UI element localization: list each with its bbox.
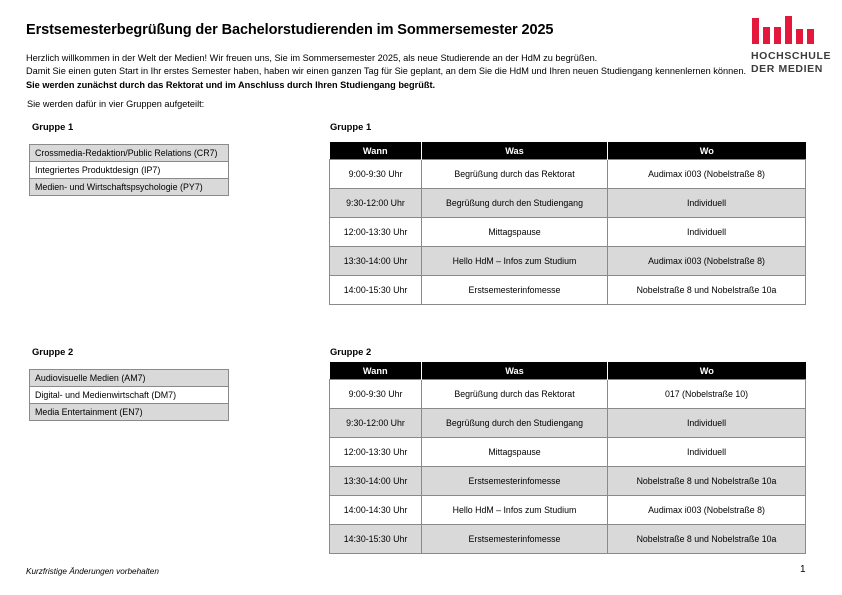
footer-disclaimer: Kurzfristige Änderungen vorbehalten <box>26 567 159 576</box>
intro-line-1: Herzlich willkommen in der Welt der Medien! Wir freuen uns, Sie im Sommersemester 2025, als neue Studierende an der HdM zu begrüßen. <box>26 53 598 63</box>
table-row <box>330 276 806 305</box>
cell-was: Erstsemesterinfomesse <box>422 525 608 554</box>
logo-wordmark <box>751 50 832 76</box>
list-item: Media Entertainment (EN7) <box>30 404 228 420</box>
column-header-wo: Wo <box>608 362 806 380</box>
cell-wo: Audimax i003 (Nobelstraße 8) <box>608 160 806 189</box>
table-row <box>330 380 806 409</box>
cell-was: Erstsemesterinfomesse <box>422 467 608 496</box>
cell-wann: 14:00-15:30 Uhr <box>330 276 422 305</box>
column-header-was: Was <box>422 362 608 380</box>
table-row <box>330 189 806 218</box>
cell-wann: 9:30-12:00 Uhr <box>330 409 422 438</box>
intro-line-3: Sie werden zunächst durch das Rektorat und im Anschluss durch Ihren Studiengang begrüßt. <box>26 79 436 90</box>
cell-wann: 14:30-15:30 Uhr <box>330 525 422 554</box>
cell-was: Mittagspause <box>422 438 608 467</box>
table-header-row <box>330 362 806 380</box>
cell-wann: 14:00-14:30 Uhr <box>330 496 422 525</box>
table-header-row <box>330 142 806 160</box>
group-2-schedule-table <box>329 362 806 554</box>
group-1-course-list <box>29 144 229 196</box>
cell-wo: Individuell <box>608 189 806 218</box>
page-number: 1 <box>800 564 806 575</box>
group-2-left-heading: Gruppe 2 <box>32 346 74 357</box>
cell-wo: Individuell <box>608 409 806 438</box>
cell-was: Hello HdM – Infos zum Studium <box>422 496 608 525</box>
table-row <box>330 247 806 276</box>
list-item: Digital- und Medienwirtschaft (DM7) <box>30 387 228 404</box>
table-row <box>330 496 806 525</box>
table-row <box>330 218 806 247</box>
cell-wo: Audimax i003 (Nobelstraße 8) <box>608 496 806 525</box>
group-1-right-heading: Gruppe 1 <box>330 121 372 132</box>
table-row <box>330 438 806 467</box>
group-1-left-heading: Gruppe 1 <box>32 121 74 132</box>
table-row <box>330 525 806 554</box>
intro-line-2: Damit Sie einen guten Start in Ihr erstes Semester haben, haben wir einen ganzen Tag für Sie geplant, an dem Sie die HdM und Ihren neuen Studiengang kennenlernen können. <box>26 66 746 77</box>
cell-was: Mittagspause <box>422 218 608 247</box>
table-row <box>330 409 806 438</box>
table-row <box>330 160 806 189</box>
cell-wann: 9:30-12:00 Uhr <box>330 189 422 218</box>
cell-wann: 13:30-14:00 Uhr <box>330 247 422 276</box>
cell-was: Hello HdM – Infos zum Studium <box>422 247 608 276</box>
group-1-schedule-table <box>329 142 806 305</box>
logo-bars-icon <box>752 14 814 44</box>
cell-wo: Audimax i003 (Nobelstraße 8) <box>608 247 806 276</box>
cell-wann: 9:00-9:30 Uhr <box>330 160 422 189</box>
hdm-logo <box>751 14 832 80</box>
cell-wo: 017 (Nobelstraße 10) <box>608 380 806 409</box>
cell-wo: Nobelstraße 8 und Nobelstraße 10a <box>608 467 806 496</box>
column-header-wann: Wann <box>330 142 422 160</box>
list-item: Integriertes Produktdesign (IP7) <box>30 162 228 179</box>
list-item: Crossmedia-Redaktion/Public Relations (CR7) <box>30 145 228 162</box>
logo-line-1: HOCHSCHULE <box>751 50 832 62</box>
column-header-was: Was <box>422 142 608 160</box>
logo-line-2: DER MEDIEN <box>751 63 823 75</box>
cell-wann: 12:00-13:30 Uhr <box>330 438 422 467</box>
cell-was: Erstsemesterinfomesse <box>422 276 608 305</box>
group-2-course-list <box>29 369 229 421</box>
cell-wo: Individuell <box>608 218 806 247</box>
cell-wann: 13:30-14:00 Uhr <box>330 467 422 496</box>
cell-wo: Individuell <box>608 438 806 467</box>
page-title: Erstsemesterbegrüßung der Bachelorstudierenden im Sommersemester 2025 <box>26 22 554 38</box>
list-item: Audiovisuelle Medien (AM7) <box>30 370 228 387</box>
cell-wo: Nobelstraße 8 und Nobelstraße 10a <box>608 276 806 305</box>
cell-wo: Nobelstraße 8 und Nobelstraße 10a <box>608 525 806 554</box>
cell-was: Begrüßung durch den Studiengang <box>422 409 608 438</box>
cell-was: Begrüßung durch das Rektorat <box>422 380 608 409</box>
group-2-right-heading: Gruppe 2 <box>330 346 372 357</box>
cell-was: Begrüßung durch den Studiengang <box>422 189 608 218</box>
column-header-wann: Wann <box>330 362 422 380</box>
list-item: Medien- und Wirtschaftspsychologie (PY7) <box>30 179 228 195</box>
cell-wann: 12:00-13:30 Uhr <box>330 218 422 247</box>
intro-paragraph <box>26 52 746 92</box>
cell-wann: 9:00-9:30 Uhr <box>330 380 422 409</box>
table-row <box>330 467 806 496</box>
column-header-wo: Wo <box>608 142 806 160</box>
cell-was: Begrüßung durch das Rektorat <box>422 160 608 189</box>
group-split-note: Sie werden dafür in vier Gruppen aufgeteilt: <box>27 99 205 109</box>
